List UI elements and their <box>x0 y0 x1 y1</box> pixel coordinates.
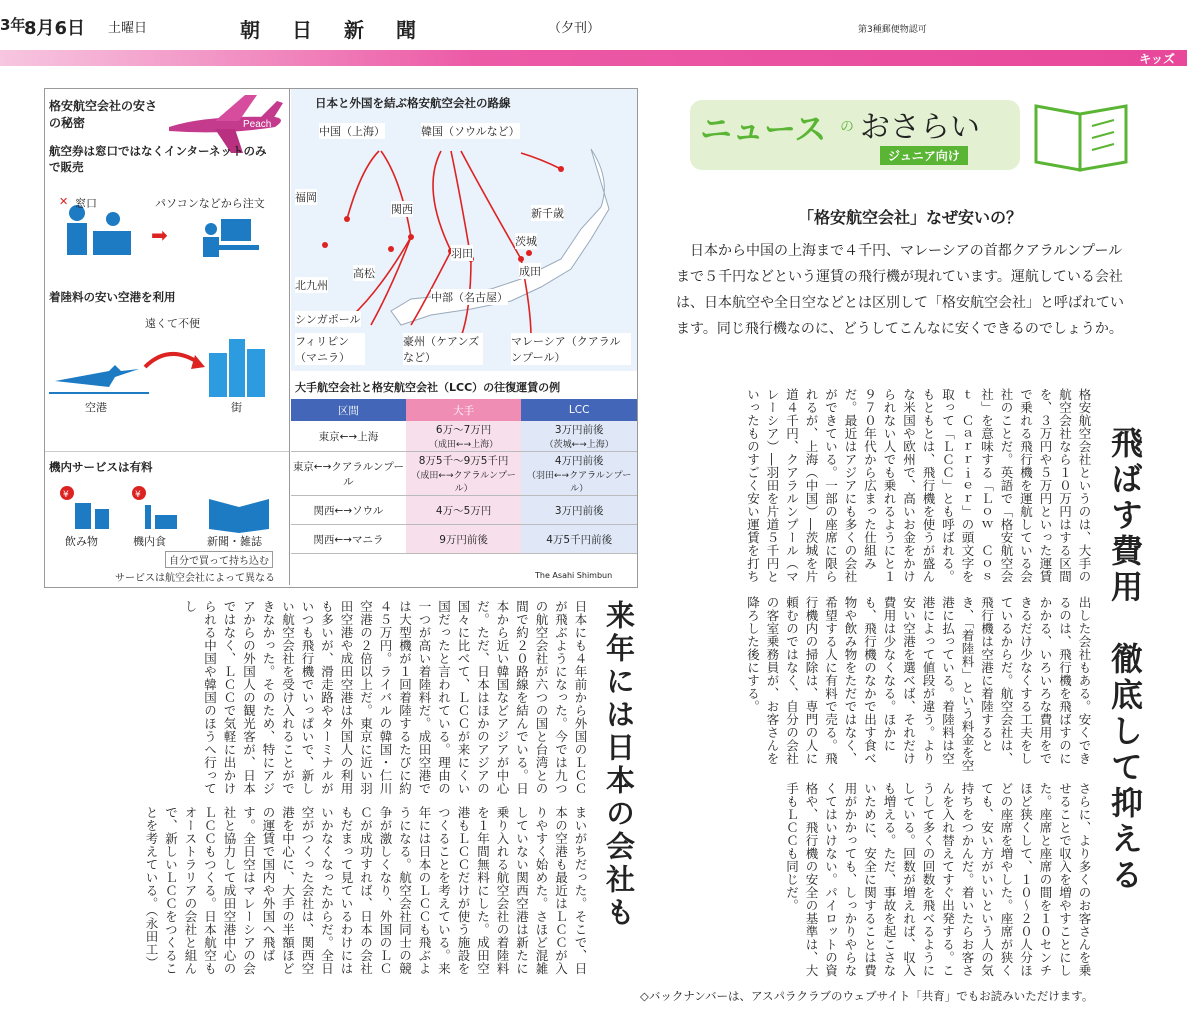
fare-major <box>406 496 521 525</box>
town-label: 街 <box>231 401 242 414</box>
fare-lcc <box>521 452 637 496</box>
x-mark-icon: ✕ <box>59 195 69 208</box>
city-shanghai: 中国（上海） <box>319 125 385 138</box>
section1-column-1: 格安航空会社というのは、大手の航空会社なら１０万円はする区間を、３万円や５万円といった運賃で乗れる飛行機を運航している会社のことだ。英語で「格安航空会社」を意味する「Ｌｏｗ Ｃｏｓｔ Ｃａｒｒｉｅｒ」の頭文字を取って「ＬＣＣ」とも呼ばれる。もともとは、飛行機を使うが盛んな米国や欧州で、高いお金をかけられない人でも乗れるようにと１９７０年代から広まった仕組みだ。最近はアジアにも多くの会社ができている。一部の座席に限られるが、上海（中国）―茨城を片道４千円、クアラルンプール（マレーシア）―羽田を片道５千円といったものすごく安い運賃を打ち <box>745 388 1092 583</box>
fare-title: 大手航空会社と格安航空会社（LCC）の往復運賃の例 <box>295 381 561 394</box>
secret-panel <box>45 89 290 585</box>
fare-lcc-value: 3万円前後 <box>554 424 604 436</box>
banner-news: ニュース <box>700 110 827 148</box>
article-title: 「格安航空会社」なぜ安いの？ <box>797 208 1022 227</box>
postal-permit: 第3種郵便物認可 <box>858 25 927 35</box>
weekday: 土曜日 <box>108 21 148 36</box>
city-haneda: 羽田 <box>451 247 473 260</box>
fare-lcc-value: 4万5千円前後 <box>546 533 613 546</box>
meal-label: 機内食 <box>133 535 166 548</box>
far-label: 遠くて不便 <box>145 317 200 330</box>
pc-order-label: パソコンなどから注文 <box>155 197 265 210</box>
section1-column-3: さらに、より多くのお客さんを乗せることで収入を増やすことにした。座席と座席の間を１０センチほど狭くして、１０～２０人分ほどの座席を増やした。座席が狭くても、安い方がいいという人の気持ちをつかんだ。着いたらお客さんを入れ替えてすぐ出発する。こうして多くの回数を飛べるようにしている。回数が増えれば、収入も増える。ただ、事故を起こさないために、安全に関することは費用がかかっても、しっかりやらなくてはいけない。パイロットの資格や、飛行機の安全の基準は、大手もＬＣＣも同じだ。 <box>784 782 1092 977</box>
service-title: 機内サービスは有料 <box>49 460 153 474</box>
fare-major <box>406 525 521 554</box>
fare-major-value: 8万5千～9万5千円 <box>418 455 509 467</box>
section2-column-2: まいがちだった。そこで、日本の空港も最近はＬＣＣが入りやすく始めた。さほど混雑していない関西空港は新たに乗り入れる航空会社の着陸料を１年間無料にした。成田空港もＬＣＣだけが使う施設をつくることを考えている。来年には日本のＬＣＣも飛ぶようになる。航空会社同士の競争が激しくなり、外国のＬＣＣが成功すれば、日本の会社もだまって見ているわけにはいかなくなったからだ。全日空がつくった会社は、関西空港を中心に、大手の半額ほどの運賃で国内や外国へ飛ばす。全日空はマレーシアの会社と協力して成田空港中心のＬＣＣもつくる。日本航空もオーストラリアの会社と組んで、新しいＬＣＣをつくることを考えている。（永田工） <box>144 806 588 975</box>
paper-name: 朝 日 新 聞 <box>240 18 422 42</box>
fare-major-note: （成田←→クアラルンプール） <box>411 471 516 494</box>
counter-label: 窓口 <box>75 197 97 210</box>
plane-logo: Peach <box>243 119 272 130</box>
service-icons <box>59 485 279 535</box>
city-kansai: 関西 <box>391 203 413 216</box>
section1-column-2: 出した会社もある。安くできるのは、飛行機を飛ばすのにかかる、いろいろな費用をできるだけ少なくする工夫をしているからだ。航空会社は、飛行機は空港に着陸するとき、「着陸料」という料金を空港に払っている。着陸料は空港によって値段が違う。より安い空港を選べば、それだけ費用は少なくなる。ほかにも、飛行機のなかで出す食べ物や飲み物をただではなく、希望する人に有料で売る。飛行機内の掃除は、専門の人に頼むのではなく、自分の会社の客室乗務員が、お客さんを降ろした後にする。 <box>745 596 1092 772</box>
open-book-icon <box>1030 96 1140 176</box>
masthead <box>0 0 1187 48</box>
fare-route-value: 東京←→クアラルンプール <box>292 460 405 488</box>
section-label: キッズ <box>1139 52 1175 66</box>
city-korea: 韓国（ソウルなど） <box>421 125 520 138</box>
fare-major <box>406 421 521 452</box>
edition: （夕刊） <box>548 21 601 36</box>
banner-no: の <box>840 119 854 135</box>
city-ibaraki: 茨城 <box>515 235 537 248</box>
fare-lcc <box>521 525 637 554</box>
fare-header-route: 区間 <box>291 399 406 421</box>
airport-title: 着陸料の安い空港を利用 <box>49 290 176 304</box>
city-malaysia: マレーシア（クアラルンプール） <box>511 333 631 365</box>
fare-route <box>291 496 406 525</box>
section1-headline: 飛ばす費用 徹底して抑える <box>1106 426 1144 894</box>
city-shinchitose: 新千歳 <box>531 207 564 220</box>
city-chubu: 中部（名古屋） <box>431 291 508 304</box>
banner-osarai: おさらい <box>860 110 980 145</box>
fare-row <box>291 421 637 452</box>
fare-route-value: 関西←→マニラ <box>313 533 384 546</box>
fare-row <box>291 452 637 496</box>
fare-major <box>406 452 521 496</box>
fare-route <box>291 421 406 452</box>
fare-table <box>291 399 637 554</box>
section2-headline: 来年には日本の会社も <box>602 600 636 930</box>
fare-route-value: 関西←→ソウル <box>313 504 384 517</box>
banner-junior: ジュニア向け <box>880 146 968 165</box>
fare-header-lcc: LCC <box>521 399 637 421</box>
bring-own-label: 自分で買って持ち込む <box>165 551 273 568</box>
city-fukuoka: 福岡 <box>295 191 317 204</box>
fare-lcc-note: （羽田←→クアラルンプール） <box>526 471 632 494</box>
svg-text:¥: ¥ <box>135 490 141 500</box>
fare-major-value: 4万～5万円 <box>435 504 492 517</box>
graphic-credit: The Asahi Shimbun <box>535 571 613 580</box>
section2-column-1: 日本にも４年前から外国のＬＣＣが飛ぶようになった。今では九つの航空会社が六つの国と台湾との間で約２０路線を結んでいる。日本から近い韓国などアジアが中心だ。ただ、日本はほかのアジアの国々に比べて、ＬＣＣが来にくい国だったと言われている。理由の一つが高い着陸料だ。成田空港では大型機が１回着陸するたびに約４５万円。ライバルの韓国・仁川空港の２倍以上だ。東京に近い羽田空港や成田空港は外国人の利用も多いが、滑走路やターミナルがいつも飛行機でいっぱいで、新しい航空会社を受け入れることができなかった。そのため、特にアジアからの外国人の観光客が、日本ではなく、ＬＣＣで気軽に出かけられる中国や韓国のほうへ行ってし <box>183 600 588 795</box>
fare-row <box>291 496 637 525</box>
fare-body <box>291 421 637 554</box>
computer-user-icon <box>201 217 261 259</box>
city-takamatsu: 高松 <box>353 267 375 280</box>
airport-label: 空港 <box>85 401 107 414</box>
secret-title: 格安航空会社の安さの秘密 <box>49 99 158 130</box>
fare-route <box>291 452 406 496</box>
section-bar <box>0 50 1187 66</box>
city-philippines: フィリピン（マニラ） <box>295 333 365 365</box>
fare-route <box>291 525 406 554</box>
map-title: 日本と外国を結ぶ格安航空会社の路線 <box>315 96 511 110</box>
city-narita: 成田 <box>519 265 541 278</box>
fare-major-value: 9万円前後 <box>439 533 488 546</box>
ticket-title: 航空券は窓口ではなくインターネットのみで販売 <box>49 144 267 174</box>
fare-lcc-value: 4万円前後 <box>554 455 604 467</box>
svg-text:¥: ¥ <box>63 490 69 500</box>
city-singapore: シンガポール <box>295 313 361 326</box>
fare-route-value: 東京←→上海 <box>318 430 379 443</box>
counter-person-icon <box>63 199 133 259</box>
city-australia: 豪州（ケアンズなど） <box>403 333 483 365</box>
papers-label: 新聞・雑誌 <box>207 535 262 548</box>
divider <box>45 451 289 452</box>
infographic <box>44 88 638 588</box>
fare-header-major: 大手 <box>406 399 521 421</box>
airport-town-illustration <box>49 319 289 399</box>
fare-row <box>291 525 637 554</box>
route-map <box>291 89 637 371</box>
backnumber-note: ◇バックナンバーは、アスパラクラブのウェブサイト「共育」でもお読みいただけます。 <box>640 989 1094 1003</box>
date-fragment: 3年 <box>0 16 26 34</box>
news-review-banner <box>690 96 1150 176</box>
fare-major-value: 6万～7万円 <box>435 424 492 436</box>
fare-lcc <box>521 421 637 452</box>
issue-date: 8月6日 <box>24 18 86 39</box>
service-note: サービスは航空会社によって異なる <box>115 573 275 584</box>
drinks-label: 飲み物 <box>65 535 98 548</box>
fare-lcc <box>521 496 637 525</box>
city-kitakyushu: 北九州 <box>295 279 328 292</box>
lead-paragraph: 日本から中国の上海まで４千円、マレーシアの首都クアラルンプールまで５千円などという運賃の飛行機が現れています。運航している会社は、日本航空や全日空などとは区別して「格安航空会社」と呼ばれています。同じ飛行機なのに、どうしてこんなに安くできるのでしょうか。 <box>676 243 1124 337</box>
fare-major-note: （成田←→上海） <box>429 440 499 450</box>
fare-lcc-value: 3万円前後 <box>554 504 604 517</box>
fare-lcc-note: （茨城←→上海） <box>544 440 614 450</box>
right-arrow-icon: ➡ <box>151 223 168 247</box>
